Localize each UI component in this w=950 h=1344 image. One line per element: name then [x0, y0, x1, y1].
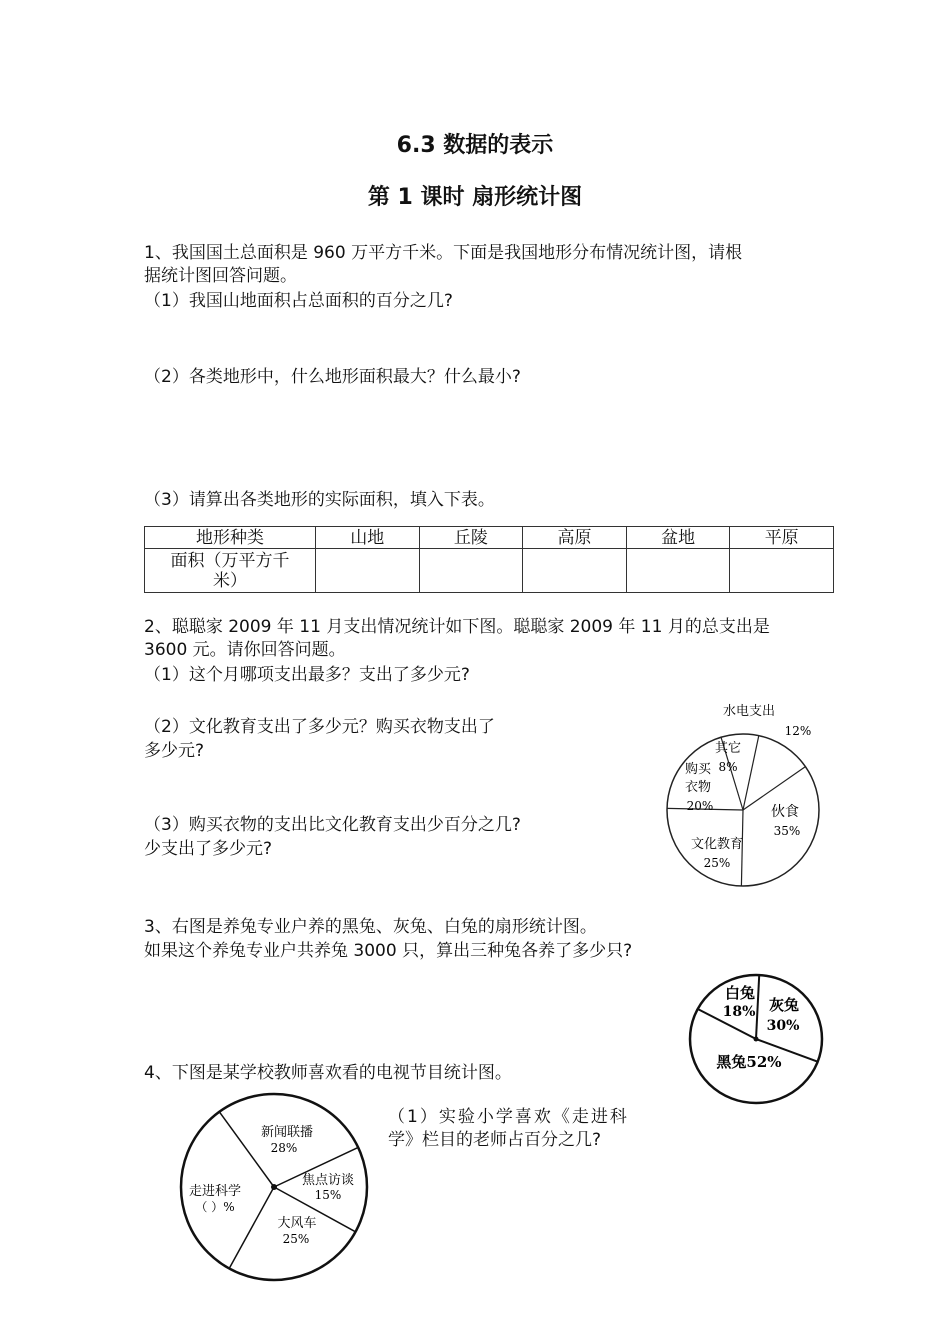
table-header-cell: 地形种类 — [145, 527, 316, 549]
table-header-row — [145, 527, 834, 549]
slice-value-cartoon: 25% — [282, 1232, 310, 1246]
boundary-cartoon-science — [229, 1187, 274, 1268]
slice-label-other: 其它 — [714, 741, 742, 756]
page-subtitle: 第 1 课时 扇形统计图 — [367, 185, 583, 210]
table-header-cell: 高原 — [523, 527, 627, 549]
q1-sub3: （3）请算出各类地形的实际面积，填入下表。 — [144, 490, 495, 510]
slice-label-focus: 焦点访谈 — [301, 1173, 355, 1188]
answer-cell[interactable] — [316, 549, 420, 593]
slice-label-black: 黑兔52% — [716, 1053, 782, 1071]
slice-value-focus: 15% — [314, 1188, 342, 1202]
slice-value-food: 35% — [773, 824, 801, 838]
slice-label-cartoon: 大风车 — [277, 1216, 317, 1231]
boundary-white-gray — [756, 975, 759, 1039]
slice-value-education: 25% — [703, 856, 731, 870]
q1-intro-line1: 1、我国国土总面积是 960 万平方千米。下面是我国地形分布情况统计图，请根 — [144, 243, 743, 263]
q2-sub2-line2: 多少元? — [144, 741, 205, 761]
row-label-line1: 面积（万平方千 — [170, 550, 290, 571]
slice-value-science: （ ）% — [195, 1200, 235, 1214]
slice-label-news: 新闻联播 — [260, 1125, 314, 1140]
q1-sub1: （1）我国山地面积占总面积的百分之几? — [144, 291, 453, 311]
rabbit-pie-chart — [688, 972, 828, 1108]
q2-sub3-line2: 少支出了多少元? — [144, 839, 273, 859]
boundary-science-news — [219, 1112, 274, 1187]
answer-cell[interactable] — [419, 549, 523, 593]
terrain-table — [144, 526, 834, 593]
page-title: 6.3 数据的表示 — [396, 133, 554, 158]
q2-sub1: （1）这个月哪项支出最多？支出了多少元? — [144, 665, 470, 685]
table-header-cell: 盆地 — [626, 527, 730, 549]
boundary-other-water — [743, 736, 759, 810]
q3-line1: 3、右图是养兔专业户养的黑兔、灰兔、白兔的扇形统计图。 — [144, 917, 597, 937]
slice-value-gray: 30% — [766, 1018, 800, 1034]
slice-value-news: 28% — [270, 1141, 298, 1155]
slice-label-water: 水电支出 — [722, 704, 776, 719]
slice-label-clothes-line2: 衣物 — [684, 780, 712, 795]
tv-pie-center — [271, 1184, 277, 1190]
slice-value-clothes: 20% — [686, 799, 714, 813]
table-row — [145, 549, 834, 593]
q1-intro-line2: 据统计图回答问题。 — [144, 266, 297, 286]
slice-label-white: 白兔 — [724, 984, 756, 1002]
answer-cell[interactable] — [626, 549, 730, 593]
slice-value-white: 18% — [722, 1004, 756, 1020]
table-row-label — [145, 549, 316, 593]
slice-label-gray: 灰兔 — [768, 996, 800, 1014]
rabbit-pie-center — [754, 1037, 759, 1042]
slice-value-other: 8% — [718, 760, 738, 774]
q4-sub1-line1: （1）实验小学喜欢《走进科 — [388, 1107, 629, 1127]
answer-cell[interactable] — [730, 549, 834, 593]
slice-label-clothes-line1: 购买 — [684, 762, 712, 777]
q2-intro-line1: 2、聪聪家 2009 年 11 月支出情况统计如下图。聪聪家 2009 年 11 月的总支出是 — [144, 617, 770, 637]
q4-intro: 4、下图是某学校教师喜欢看的电视节目统计图。 — [144, 1063, 512, 1083]
spending-pie-chart — [650, 690, 850, 900]
slice-label-education: 文化教育 — [690, 837, 744, 852]
tv-pie-chart — [170, 1092, 374, 1288]
q2-sub3-line1: （3）购买衣物的支出比文化教育支出少百分之几? — [144, 815, 521, 835]
slice-label-science: 走进科学 — [188, 1184, 242, 1199]
q3-line2: 如果这个养兔专业户共养兔 3000 只，算出三种兔各养了多少只? — [144, 941, 633, 961]
q2-intro-line2: 3600 元。请你回答问题。 — [144, 640, 346, 660]
q2-sub2-line1: （2）文化教育支出了多少元？购买衣物支出了 — [144, 717, 495, 737]
q4-sub1-line2: 学》栏目的老师占百分之几? — [388, 1130, 602, 1150]
slice-value-water: 12% — [784, 724, 812, 738]
answer-cell[interactable] — [523, 549, 627, 593]
slice-label-food: 伙食 — [771, 804, 799, 820]
table-header-cell: 山地 — [316, 527, 420, 549]
table-header-cell: 丘陵 — [419, 527, 523, 549]
q1-sub2: （2）各类地形中，什么地形面积最大？什么最小? — [144, 367, 521, 387]
table-header-cell: 平原 — [730, 527, 834, 549]
row-label-line2: 米） — [213, 570, 247, 591]
